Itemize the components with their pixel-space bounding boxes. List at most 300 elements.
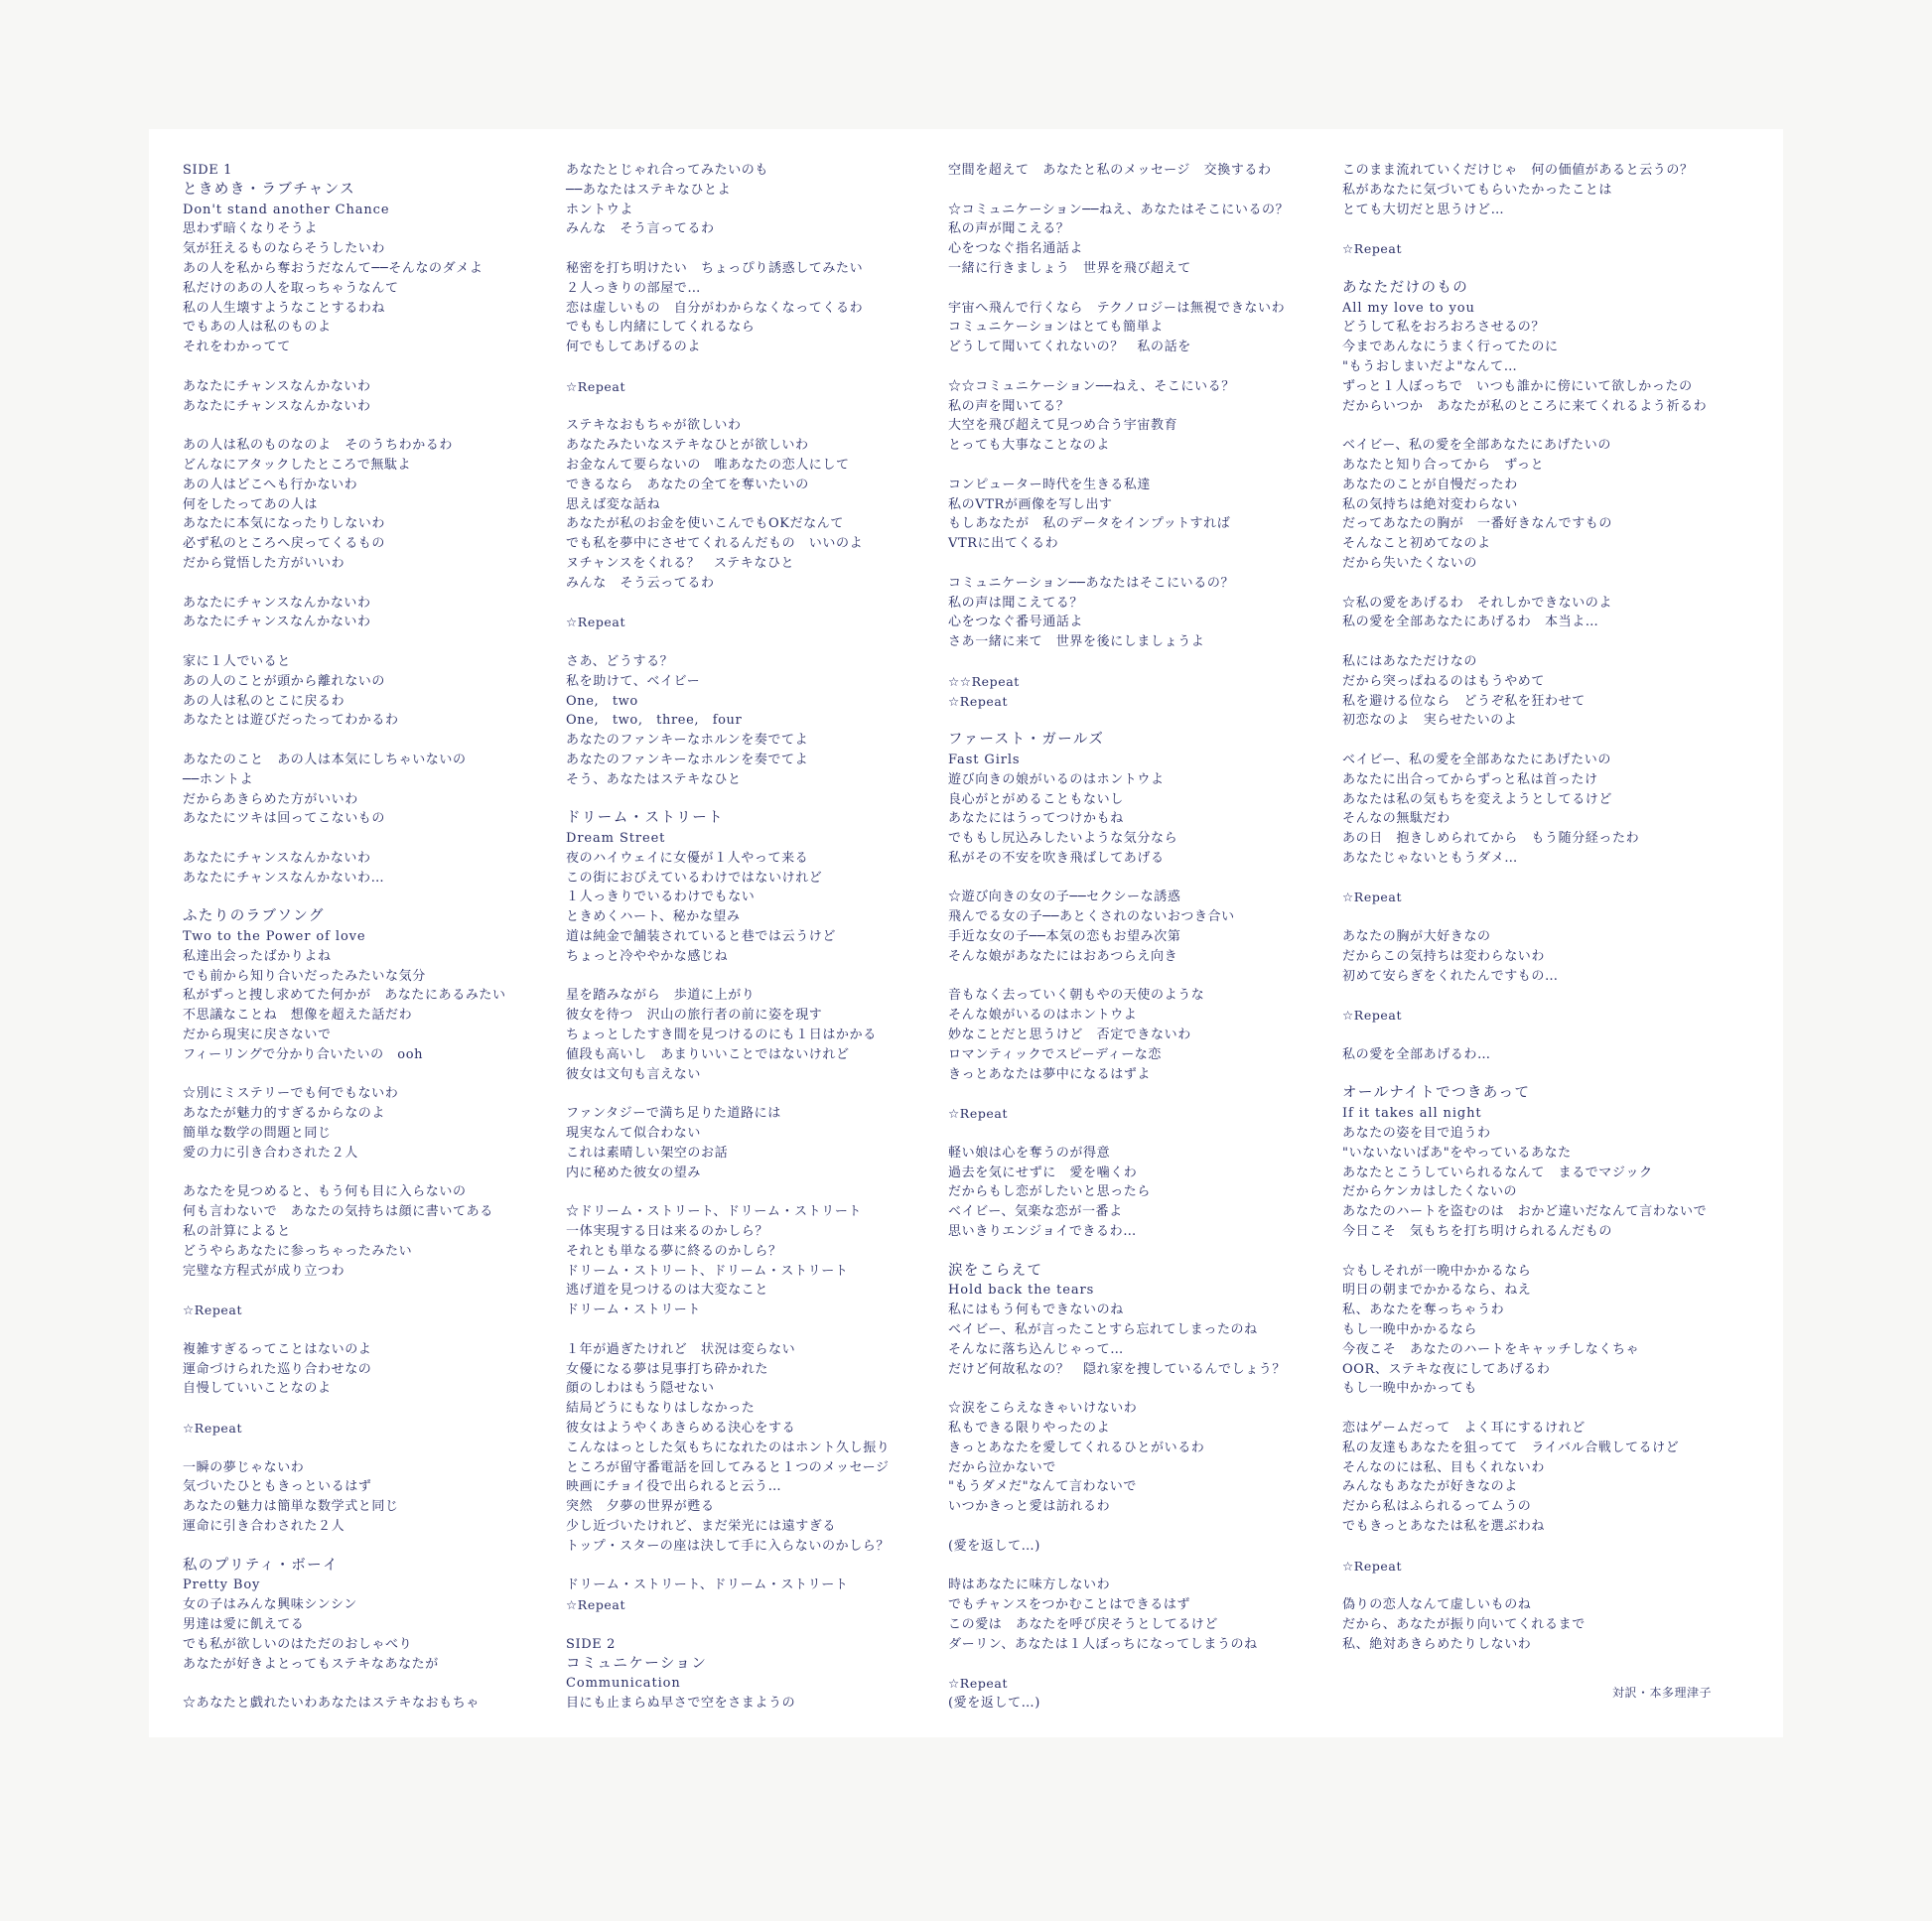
- lyric-line: 気が狂えるものならそうしたいわ: [183, 241, 386, 257]
- lyric-line: あなたにチャンスなんかないわ: [183, 398, 371, 414]
- repeat-marker: ☆Repeat: [1342, 241, 1403, 257]
- repeat-marker: ☆Repeat: [1342, 890, 1403, 905]
- lyric-line: でも私が欲しいのはただのおしゃべり: [183, 1636, 413, 1652]
- lyric-line: あなたに本気になったりしないわ: [183, 516, 386, 532]
- lyric-line: きっとあなたは夢中になるはずよ: [948, 1066, 1152, 1082]
- lyric-line: コミュニケーションはとても簡単よ: [948, 320, 1164, 336]
- lyric-line: だからいつか あなたが私のところに来てくれるよう祈るわ: [1342, 398, 1708, 414]
- repeat-marker: ☆Repeat: [183, 1303, 243, 1318]
- lyric-line: あなたにチャンスなんかないわ: [183, 615, 371, 630]
- song-title: ドリーム・ストリート: [566, 810, 724, 827]
- chorus-line: ☆☆コミュニケーション──ねえ、そこにいる？: [948, 378, 1235, 394]
- stanza-gap: [948, 1379, 1345, 1399]
- stanza-gap: [1342, 259, 1739, 279]
- lyric-line: 今まであんなにうまく行ってたのに: [1342, 340, 1559, 355]
- lyric-line: 一緒に行きましょう 世界を飛び超えて: [948, 260, 1191, 276]
- lyric-line: あなたにツキは回ってこないもの: [183, 811, 386, 827]
- lyric-line: そんな娘がいるのはホントウよ: [948, 1008, 1138, 1024]
- song-title: 私のプリティ・ボーイ: [183, 1557, 339, 1574]
- stanza-gap: [1342, 986, 1739, 1006]
- lyric-line: あなたにチャンスなんかないわ: [183, 850, 371, 866]
- lyric-line: あなたが魅力的すぎるからなのよ: [183, 1106, 386, 1122]
- stanza-gap: [566, 239, 963, 259]
- lyric-line: これは素晴しい架空のお話: [566, 1145, 729, 1161]
- lyric-line: そう、あなたはステキなひと: [566, 771, 742, 787]
- stanza-gap: [948, 181, 1345, 201]
- song-title: ときめき・ラブチャンス: [183, 181, 356, 198]
- lyric-line: (愛を返して…): [948, 1696, 1040, 1712]
- stanza-gap: [183, 1281, 580, 1301]
- lyric-line: お金なんて要らないの 唯あなたの恋人にして: [566, 457, 850, 473]
- lyric-line: このまま流れていくだけじゃ 何の価値があると云うの？: [1342, 163, 1694, 178]
- translation-credit: 対訳・本多理津子: [1612, 1686, 1713, 1700]
- lyric-line: 私の声が聞こえる？: [948, 221, 1070, 237]
- stanza-gap: [1342, 1537, 1739, 1557]
- lyric-line: OOR、ステキな夜にしてあげるわ: [1342, 1361, 1551, 1377]
- lyric-line: あなたとじゃれ合ってみたいのも: [566, 163, 769, 178]
- lyric-line: 私の声は聞こえてる？: [948, 595, 1084, 611]
- song-subtitle: Fast Girls: [948, 752, 1021, 767]
- lyric-line: あなたが私のお金を使いこんでもOKだなんて: [566, 516, 844, 532]
- stanza-gap: [948, 1242, 1345, 1262]
- lyric-line: 値段も高いし あまりいいことではないけれど: [566, 1046, 850, 1062]
- lyric-line: あの人は私のものなのよ そのうちわかるわ: [183, 438, 454, 454]
- stanza-gap: [1342, 574, 1739, 594]
- lyric-line: あの人を私から奪おうだなんて──そんなのダメよ: [183, 260, 483, 276]
- lyric-line: 彼女は文句も言えない: [566, 1066, 702, 1082]
- lyric-line: 男達は愛に飢えてる: [183, 1616, 305, 1632]
- lyric-line: フィーリングで分かり合いたいの ooh: [183, 1046, 424, 1062]
- lyric-line: あなたじゃないともうダメ…: [1342, 850, 1518, 866]
- lyric-line: だから、あなたが振り向いてくれるまで: [1342, 1616, 1586, 1632]
- lyric-line: あなたのハートを盗むのは おかど違いだなんて言わないで: [1342, 1204, 1708, 1220]
- lyric-line: 何をしたってあの人は: [183, 496, 319, 512]
- lyric-line: 不思議なことね 想像を超えた話だわ: [183, 1008, 413, 1024]
- lyric-line: 偽りの恋人なんて虚しいものね: [1342, 1597, 1532, 1613]
- lyric-line: 過去を気にせずに 愛を噛くわ: [948, 1165, 1138, 1180]
- lyric-line: 私の愛を全部あなたにあげるわ 本当よ…: [1342, 615, 1599, 630]
- lyric-line: 宇宙へ飛んで行くなら テクノロジーは無視できないわ: [948, 300, 1286, 316]
- stanza-gap: [566, 1320, 963, 1340]
- stanza-gap: [948, 711, 1345, 731]
- lyric-line: あなたのことが自慢だったわ: [1342, 477, 1518, 492]
- song-subtitle: Two to the Power of love: [183, 929, 366, 945]
- repeat-marker: ☆Repeat: [1342, 1008, 1403, 1024]
- lyric-line: あなたが好きよとってもステキなあなたが: [183, 1656, 439, 1672]
- chorus-line: ☆ドリーム・ストリート、ドリーム・ストリート: [566, 1204, 863, 1220]
- lyric-line: トップ・スターの座は決して手に入らないのかしら？: [566, 1538, 891, 1554]
- lyric-line: とても大切だと思うけど…: [1342, 202, 1505, 217]
- stanza-gap: [183, 1164, 580, 1183]
- stanza-gap: [183, 1537, 580, 1557]
- lyric-line: 私の計算によると: [183, 1224, 291, 1240]
- lyric-line: 彼女を待つ 沢山の旅行者の前に姿を現す: [566, 1008, 823, 1024]
- lyric-line: 私の友達もあなたを狙ってて ライバル合戦してるけど: [1342, 1440, 1680, 1455]
- lyric-line: 気づいたひともきっといるはず: [183, 1479, 372, 1495]
- lyric-line: それをわかってて: [183, 340, 291, 355]
- lyric-line: 私、あなたを奪っちゃうわ: [1342, 1303, 1505, 1318]
- stanza-gap: [948, 1084, 1345, 1104]
- stanza-gap: [183, 632, 580, 652]
- lyric-line: 何でもしてあげるのよ: [566, 340, 702, 355]
- lyric-line: 夜のハイウェイに女優が１人やって来る: [566, 850, 809, 866]
- stanza-gap: [566, 1615, 963, 1635]
- lyric-line: 現実なんて似合わない: [566, 1126, 702, 1142]
- lyrics-column-4: [1342, 161, 1739, 1655]
- lyric-line: もし一晩中かかるなら: [1342, 1322, 1478, 1338]
- stanza-gap: [948, 279, 1345, 299]
- lyric-line: あなたにチャンスなんかないわ…: [183, 870, 385, 886]
- lyric-line: 家に１人でいると: [183, 653, 291, 669]
- stanza-gap: [948, 1557, 1345, 1577]
- lyric-line: 私を避ける位なら どうぞ私を狂わせて: [1342, 693, 1586, 709]
- lyric-line: 結局どうにもなりはしなかった: [566, 1401, 756, 1417]
- stanza-gap: [948, 357, 1345, 377]
- lyric-line: でももし内緒にしてくれるなら: [566, 320, 756, 336]
- lyric-line: 明日の朝までかかるなら、ねえ: [1342, 1283, 1532, 1299]
- lyric-line: ロマンティックでスピーディーな恋: [948, 1046, 1163, 1062]
- lyric-line: ベイビー、私が言ったことすら忘れてしまったのね: [948, 1322, 1258, 1338]
- lyric-line: あなたに出合ってからずっと私は首ったけ: [1342, 771, 1598, 787]
- lyric-line: "もうダメだ"なんて言わないで: [948, 1479, 1137, 1495]
- stanza-gap: [566, 790, 963, 810]
- stanza-gap: [183, 357, 580, 377]
- lyric-line: だから現実に戻さないで: [183, 1028, 332, 1043]
- lyric-line: 何も言わないで あなたの気持ちは顔に書いてある: [183, 1204, 493, 1220]
- lyric-line: こんなはっとした気もちになれたのはホント久し振り: [566, 1440, 891, 1455]
- lyric-line: あなたの魅力は簡単な数学式と同じ: [183, 1499, 399, 1515]
- side-label: SIDE 2: [566, 1636, 616, 1652]
- stanza-gap: [948, 1124, 1345, 1144]
- lyric-line: 簡単な数学の問題と同じ: [183, 1126, 332, 1142]
- lyric-line: ずっと１人ぼっちで いつも誰かに傍にいて欲しかったの: [1342, 378, 1693, 394]
- song-title: 涙をこらえて: [948, 1262, 1043, 1279]
- lyric-line: そんなに落ち込んじゃって…: [948, 1341, 1124, 1357]
- lyric-line: 愛の力に引き合わされた２人: [183, 1145, 358, 1161]
- stanza-gap: [1342, 1399, 1739, 1419]
- lyric-line: 逃げ道を見つけるのは大変なこと: [566, 1283, 769, 1299]
- stanza-gap: [183, 1674, 580, 1694]
- lyric-line: 良心がとがめることもないし: [948, 791, 1124, 807]
- chorus-line: ☆遊び向きの女の子──セクシーな誘惑: [948, 890, 1181, 905]
- chorus-line: ☆別にミステリーでも何でもないわ: [183, 1086, 399, 1102]
- lyric-line: さあ、どうする？: [566, 653, 674, 669]
- lyric-line: 妙なことだと思うけど 否定できないわ: [948, 1028, 1191, 1043]
- lyric-line: あなたと知り合ってから ずっと: [1342, 457, 1545, 473]
- repeat-marker: ☆Repeat: [183, 1421, 243, 1436]
- stanza-gap: [1342, 219, 1739, 239]
- lyric-line: ドリーム・ストリート: [566, 1303, 702, 1318]
- lyric-line: あなたの胸が大好きなの: [1342, 929, 1491, 945]
- stanza-gap: [948, 554, 1345, 574]
- lyric-line: One, two, three, four: [566, 713, 743, 729]
- lyric-line: 飛んでる女の子──あとくされのないおつき合い: [948, 909, 1235, 925]
- lyric-line: 突然 夕夢の世界が甦る: [566, 1499, 715, 1515]
- lyric-line: 女優になる夢は見事打ち砕かれた: [566, 1361, 769, 1377]
- lyric-line: 映画にチョイ役で出られると云う…: [566, 1479, 782, 1495]
- lyric-line: ステキなおもちゃが欲しいわ: [566, 418, 742, 434]
- lyric-line: 必ず私のところへ戻ってくるもの: [183, 536, 386, 552]
- lyric-line: それとも単なる夢に終るのかしら？: [566, 1243, 782, 1259]
- song-subtitle: Hold back the tears: [948, 1283, 1095, 1299]
- lyric-line: 私の愛を全部あげるわ…: [1342, 1046, 1491, 1062]
- lyric-line: 完璧な方程式が成り立つわ: [183, 1263, 345, 1279]
- side-label: SIDE 1: [183, 163, 232, 178]
- lyric-line: だけど何故私なの？ 隠れ家を捜しているんでしょう？: [948, 1361, 1287, 1377]
- lyric-line: もしあなたが 私のデータをインプットすれば: [948, 516, 1231, 532]
- lyric-line: そんな娘があなたにはおあつらえ向き: [948, 948, 1178, 964]
- song-title: ふたりのラブソング: [183, 908, 325, 925]
- lyric-line: 今夜こそ あなたのハートをキャッチしなくちゃ: [1342, 1341, 1640, 1357]
- lyric-line: 自慢していいことなのよ: [183, 1381, 332, 1397]
- stanza-gap: [948, 869, 1345, 889]
- lyric-line: ──あなたはステキなひとよ: [566, 182, 732, 198]
- lyric-line: あなたにはうってつけかもね: [948, 811, 1124, 827]
- stanza-gap: [1342, 1026, 1739, 1045]
- lyric-line: あなたのファンキーなホルンを奏でてよ: [566, 752, 809, 767]
- lyric-line: １年が過ぎたけれど 状況は変らない: [566, 1341, 796, 1357]
- lyric-line: 私がずっと捜し求めてた何かが あなたにあるみたい: [183, 988, 506, 1004]
- repeat-marker: ☆Repeat: [566, 1597, 626, 1613]
- song-title: コミュニケーション: [566, 1655, 708, 1672]
- song-subtitle: All my love to you: [1342, 300, 1475, 316]
- stanza-gap: [183, 1439, 580, 1458]
- lyric-line: どんなにアタックしたところで無駄よ: [183, 457, 412, 473]
- lyric-line: ところが留守番電話を回してみると１つのメッセージ: [566, 1459, 890, 1475]
- song-subtitle: Pretty Boy: [183, 1578, 261, 1593]
- lyric-line: ２人っきりの部屋で…: [566, 280, 702, 296]
- stanza-gap: [183, 1399, 580, 1419]
- lyric-line: 一体実現する日は来るのかしら？: [566, 1224, 769, 1240]
- lyric-line: 手近な女の子──本気の恋もお望み次第: [948, 929, 1181, 945]
- lyric-line: あの人はどこへも行かないわ: [183, 477, 358, 492]
- lyric-line: だからこの気持ちは変わらないわ: [1342, 948, 1546, 964]
- lyric-line: だから泣かないで: [948, 1459, 1056, 1475]
- stanza-gap: [566, 1084, 963, 1104]
- stanza-gap: [566, 594, 963, 614]
- repeat-marker: ☆Repeat: [948, 1106, 1009, 1122]
- lyric-line: 運命づけられた巡り合わせなの: [183, 1361, 372, 1377]
- lyric-line: この愛は あなたを呼び戻そうとしてるけど: [948, 1616, 1219, 1632]
- lyric-line: あなたみたいなステキなひとが欲しいわ: [566, 438, 809, 454]
- lyric-line: 私の人生壊すようなことするわね: [183, 300, 386, 316]
- lyric-line: 道は純金で舗装されていると巷では云うけど: [566, 929, 837, 945]
- lyric-line: どうして私をおろおろさせるの？: [1342, 320, 1546, 336]
- lyric-line: 私だけのあの人を取っちゃうなんて: [183, 280, 399, 296]
- lyric-line: 恋はゲームだって よく耳にするけれど: [1342, 1421, 1586, 1436]
- lyric-line: 心をつなぐ指名通話よ: [948, 241, 1084, 257]
- lyric-line: ドリーム・ストリート、ドリーム・ストリート: [566, 1263, 849, 1279]
- lyric-line: 秘密を打ち明けたい ちょっぴり誘惑してみたい: [566, 260, 864, 276]
- lyric-line: あなたにチャンスなんかないわ: [183, 378, 371, 394]
- lyric-line: 初恋なのよ 実らせたいのよ: [1342, 713, 1518, 729]
- chorus-line: ☆涙をこらえなきゃいけないわ: [948, 1401, 1138, 1417]
- lyric-line: でもきっとあなたは私を選ぶわね: [1342, 1518, 1546, 1534]
- stanza-gap: [1342, 1065, 1739, 1085]
- lyric-line: 思いきりエンジョイできるわ…: [948, 1224, 1137, 1240]
- lyric-line: 私のVTRが画像を写し出す: [948, 496, 1113, 512]
- stanza-gap: [183, 574, 580, 594]
- lyric-line: 運命に引き合わされた２人: [183, 1518, 345, 1534]
- lyric-line: 私もできる限りやったのよ: [948, 1421, 1111, 1436]
- stanza-gap: [183, 1320, 580, 1340]
- lyric-line: できるなら あなたの全てを奪いたいの: [566, 477, 809, 492]
- lyric-line: 星を踏みながら 歩道に上がり: [566, 988, 756, 1004]
- stanza-gap: [566, 357, 963, 377]
- lyric-line: あなたを見つめると、もう何も目に入らないの: [183, 1184, 467, 1200]
- stanza-gap: [948, 652, 1345, 672]
- lyric-line: １人っきりでいるわけでもない: [566, 890, 756, 905]
- lyric-line: 遊び向きの娘がいるのはホントウよ: [948, 771, 1165, 787]
- stanza-gap: [948, 1517, 1345, 1537]
- lyric-line: 初めて安らぎをくれたんですもの…: [1342, 968, 1559, 984]
- lyric-line: だから失いたくないの: [1342, 555, 1478, 571]
- stanza-gap: [948, 456, 1345, 476]
- stanza-gap: [183, 416, 580, 436]
- lyric-line: VTRに出てくるわ: [948, 536, 1059, 552]
- lyric-line: コミュニケーション──あなたはそこにいるの？: [948, 575, 1235, 591]
- lyrics-column-3: [948, 161, 1345, 1714]
- lyric-line: 思えば変な話ね: [566, 496, 661, 512]
- lyric-line: 彼女はようやくあきらめる決心をする: [566, 1421, 796, 1436]
- lyric-line: みんなもあなたが好きなのよ: [1342, 1479, 1518, 1495]
- lyric-line: ベイビー、気楽な恋が一番よ: [948, 1204, 1123, 1220]
- lyric-line: だから突っぱねるのはもうやめて: [1342, 673, 1546, 689]
- song-subtitle: If it takes all night: [1342, 1106, 1482, 1122]
- stanza-gap: [183, 888, 580, 907]
- repeat-marker: ☆Repeat: [948, 693, 1009, 709]
- stanza-gap: [183, 829, 580, 849]
- repeat-marker: ☆☆Repeat: [948, 673, 1020, 689]
- lyric-line: ときめくハート、秘かな望み: [566, 909, 741, 925]
- lyric-line: この街におびえているわけではないけれど: [566, 870, 823, 886]
- lyric-line: だからケンカはしたくないの: [1342, 1184, 1518, 1200]
- lyric-line: でももし尻込みしたいような気分なら: [948, 831, 1178, 847]
- stanza-gap: [1342, 731, 1739, 751]
- lyric-line: 軽い娘は心を奪うのが得意: [948, 1145, 1111, 1161]
- lyric-line: ちょっと冷ややかな感じね: [566, 948, 729, 964]
- lyric-line: あの日 抱きしめられてから もう随分経ったわ: [1342, 831, 1640, 847]
- lyric-line: 私がその不安を吹き飛ばしてあげる: [948, 850, 1165, 866]
- lyric-line: あの人のことが頭から離れないの: [183, 673, 386, 689]
- lyric-line: でもあの人は私のものよ: [183, 320, 332, 336]
- stanza-gap: [566, 1557, 963, 1577]
- lyrics-column-2: [566, 161, 963, 1714]
- lyric-line: 私、絶対あきらめたりしないわ: [1342, 1636, 1532, 1652]
- lyric-line: 少し近づいたけれど、まだ栄光には遠すぎる: [566, 1518, 837, 1534]
- lyric-line: でもチャンスをつかむことはできるはず: [948, 1597, 1191, 1613]
- lyric-line: だから覚悟した方がいいわ: [183, 555, 345, 571]
- lyric-line: ──ホントよ: [183, 771, 254, 787]
- repeat-marker: ☆Repeat: [948, 1676, 1009, 1692]
- stanza-gap: [948, 967, 1345, 987]
- lyric-line: "いないないばあ"をやっているあなた: [1342, 1145, 1572, 1161]
- lyric-line: みんな そう言ってるわ: [566, 221, 715, 237]
- lyric-line: もし一晩中かかっても: [1342, 1381, 1478, 1397]
- stanza-gap: [1342, 632, 1739, 652]
- lyric-line: あなたにチャンスなんかないわ: [183, 595, 371, 611]
- song-subtitle: Dream Street: [566, 831, 666, 847]
- lyric-line: あなたは私の気もちを変えようとしてるけど: [1342, 791, 1613, 807]
- lyric-line: "もうおしまいだよ"なんて…: [1342, 358, 1518, 374]
- repeat-marker: ☆Repeat: [566, 615, 626, 630]
- lyric-line: あなたの姿を目で追うわ: [1342, 1126, 1491, 1142]
- lyric-line: (愛を返して…): [948, 1538, 1040, 1554]
- lyric-line: あの人は私のとこに戻るわ: [183, 693, 345, 709]
- lyric-line: だから私はふられるってムうの: [1342, 1499, 1532, 1515]
- lyric-line: そんなのには私、目もくれないわ: [1342, 1459, 1546, 1475]
- lyric-line: だってあなたの胸が 一番好きなんですもの: [1342, 516, 1613, 532]
- song-subtitle: Don't stand another Chance: [183, 202, 390, 217]
- lyric-line: 大空を飛び超えて見つめ合う宇宙教育: [948, 418, 1178, 434]
- stanza-gap: [566, 967, 963, 987]
- lyric-line: そんなこと初めてなのよ: [1342, 536, 1491, 552]
- lyric-line: 思わず暗くなりそうよ: [183, 221, 319, 237]
- chorus-line: ☆コミュニケーション──ねえ、あなたはそこにいるの？: [948, 202, 1290, 217]
- repeat-marker: ☆Repeat: [566, 378, 626, 394]
- stanza-gap: [566, 1182, 963, 1202]
- repeat-marker: ☆Repeat: [1342, 1558, 1403, 1574]
- lyric-line: さあ一緒に来て 世界を後にしましょうよ: [948, 634, 1205, 650]
- lyric-line: ダーリン、あなたは１人ぼっちになってしまうのね: [948, 1636, 1258, 1652]
- lyric-line: 音もなく去っていく朝もやの天使のような: [948, 988, 1205, 1004]
- lyric-line: 私があなたに気づいてもらいたかったことは: [1342, 182, 1613, 198]
- stanza-gap: [566, 632, 963, 652]
- song-title: オールナイトでつきあって: [1342, 1085, 1531, 1102]
- lyric-line: ベイビー、私の愛を全部あなたにあげたいの: [1342, 752, 1611, 767]
- lyric-line: どうして聞いてくれないの？ 私の話を: [948, 340, 1191, 355]
- lyric-line: そんなの無駄だわ: [1342, 811, 1450, 827]
- song-title: あなただけのもの: [1342, 279, 1469, 296]
- lyrics-column-1: [183, 161, 580, 1714]
- song-title: ファースト・ガールズ: [948, 732, 1105, 749]
- stanza-gap: [183, 731, 580, 751]
- song-subtitle: Communication: [566, 1676, 681, 1692]
- stanza-gap: [566, 397, 963, 417]
- stanza-gap: [1342, 416, 1739, 436]
- lyric-line: コンピューター時代を生きる私達: [948, 477, 1152, 492]
- lyric-line: 恋は虚しいもの 自分がわからなくなってくるわ: [566, 300, 864, 316]
- lyric-line: 顔のしわはもう隠せない: [566, 1381, 715, 1397]
- lyric-line: あなたとは遊びだったってわかるわ: [183, 713, 399, 729]
- chorus-line: ☆私の愛をあげるわ それしかできないのよ: [1342, 595, 1613, 611]
- stanza-gap: [1342, 1242, 1739, 1262]
- chorus-line: ☆あなたと戯れたいわあなたはステキなおもちゃ: [183, 1696, 480, 1712]
- lyric-line: ホントウよ: [566, 202, 634, 217]
- lyric-line: どうやらあなたに参っちゃったみたい: [183, 1243, 413, 1259]
- lyric-line: だからあきらめた方がいいわ: [183, 791, 358, 807]
- lyric-line: とっても大事なことなのよ: [948, 438, 1110, 454]
- lyric-line: ドリーム・ストリート、ドリーム・ストリート: [566, 1578, 849, 1593]
- lyric-line: 女の子はみんな興味シンシン: [183, 1597, 357, 1613]
- lyric-line: 一瞬の夢じゃないわ: [183, 1459, 305, 1475]
- stanza-gap: [1342, 907, 1739, 927]
- stanza-gap: [183, 1065, 580, 1085]
- lyric-line: あなたとこうしていられるなんて まるでマジック: [1342, 1165, 1653, 1180]
- lyric-line: ベイビー、私の愛を全部あなたにあげたいの: [1342, 438, 1611, 454]
- lyric-line: 内に秘めた彼女の望み: [566, 1165, 702, 1180]
- lyric-line: ちょっとしたすき間を見つけるのにも１日はかかる: [566, 1028, 877, 1043]
- lyric-line: だからもし恋がしたいと思ったら: [948, 1184, 1152, 1200]
- lyric-line: でも私を夢中にさせてくれるんだもの いいのよ: [566, 536, 864, 552]
- lyric-line: One, two: [566, 693, 638, 709]
- stanza-gap: [948, 1655, 1345, 1675]
- lyric-line: 空間を超えて あなたと私のメッセージ 交換するわ: [948, 163, 1272, 178]
- stanza-gap: [1342, 1576, 1739, 1595]
- lyric-line: みんな そう云ってるわ: [566, 575, 715, 591]
- lyric-line: ヌチャンスをくれる？ ステキなひと: [566, 555, 795, 571]
- lyric-line: 心をつなぐ番号通話よ: [948, 615, 1084, 630]
